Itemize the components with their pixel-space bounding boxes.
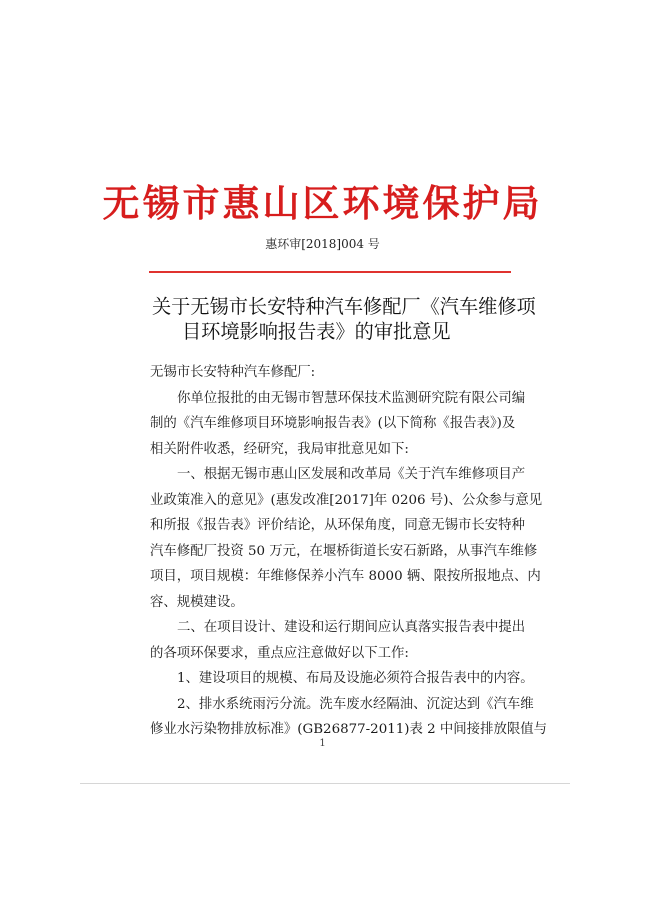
- body-line: 修业水污染物排放标准》(GB26877-2011)表 2 中间接排放限值与: [150, 722, 548, 737]
- body-line: 一、根据无锡市惠山区发展和改革局《关于汽车维修项目产: [177, 467, 526, 482]
- body-line: 和所报《报告表》评价结论，从环保角度，同意无锡市长安特种: [150, 518, 525, 533]
- body-line: 二、在项目设计、建设和运行期间应认真落实报告表中提出: [177, 620, 526, 635]
- header-divider: [149, 271, 511, 273]
- body-line: 业政策准入的意见》(惠发改准[2017]年 0206 号)、公众参与意见: [150, 492, 543, 508]
- body-line: 汽车修配厂投资 50 万元，在堰桥街道长安石新路，从事汽车维修: [150, 543, 538, 559]
- body-line: 你单位报批的由无锡市智慧环保技术监测研究院有限公司编: [177, 390, 526, 406]
- body-line: 项目，项目规模：年维修保养小汽车 8000 辆、限按所报地点、内: [150, 569, 541, 584]
- document-body: [150, 360, 548, 743]
- body-line: 相关附件收悉，经研究，我局审批意见如下:: [150, 441, 409, 457]
- body-line: 的各项环保要求，重点应注意做好以下工作:: [150, 645, 409, 661]
- addressee: 无锡市长安特种汽车修配厂:: [150, 365, 316, 380]
- page-bottom-edge: [80, 783, 570, 784]
- document-title: [152, 294, 536, 344]
- document-number: 惠环审[2018]004 号: [265, 237, 380, 251]
- body-line: 制的《汽车维修项目环境影响报告表》(以下简称《报告表》)及: [150, 416, 516, 431]
- body-line: 容、规模建设。: [150, 594, 244, 610]
- body-line: 1、建设项目的规模、布局及设施必须符合报告表中的内容。: [177, 671, 534, 686]
- body-line: 2、排水系统雨污分流。洗车废水经隔油、沉淀达到《汽车维: [177, 696, 534, 712]
- document-title-line: 目环境影响报告表》的审批意见: [182, 320, 451, 343]
- document-title-line: 关于无锡市长安特种汽车修配厂《汽车维修项: [152, 295, 536, 318]
- page-number: 1: [319, 738, 326, 749]
- agency-title: 无锡市惠山区环境保护局: [102, 181, 543, 225]
